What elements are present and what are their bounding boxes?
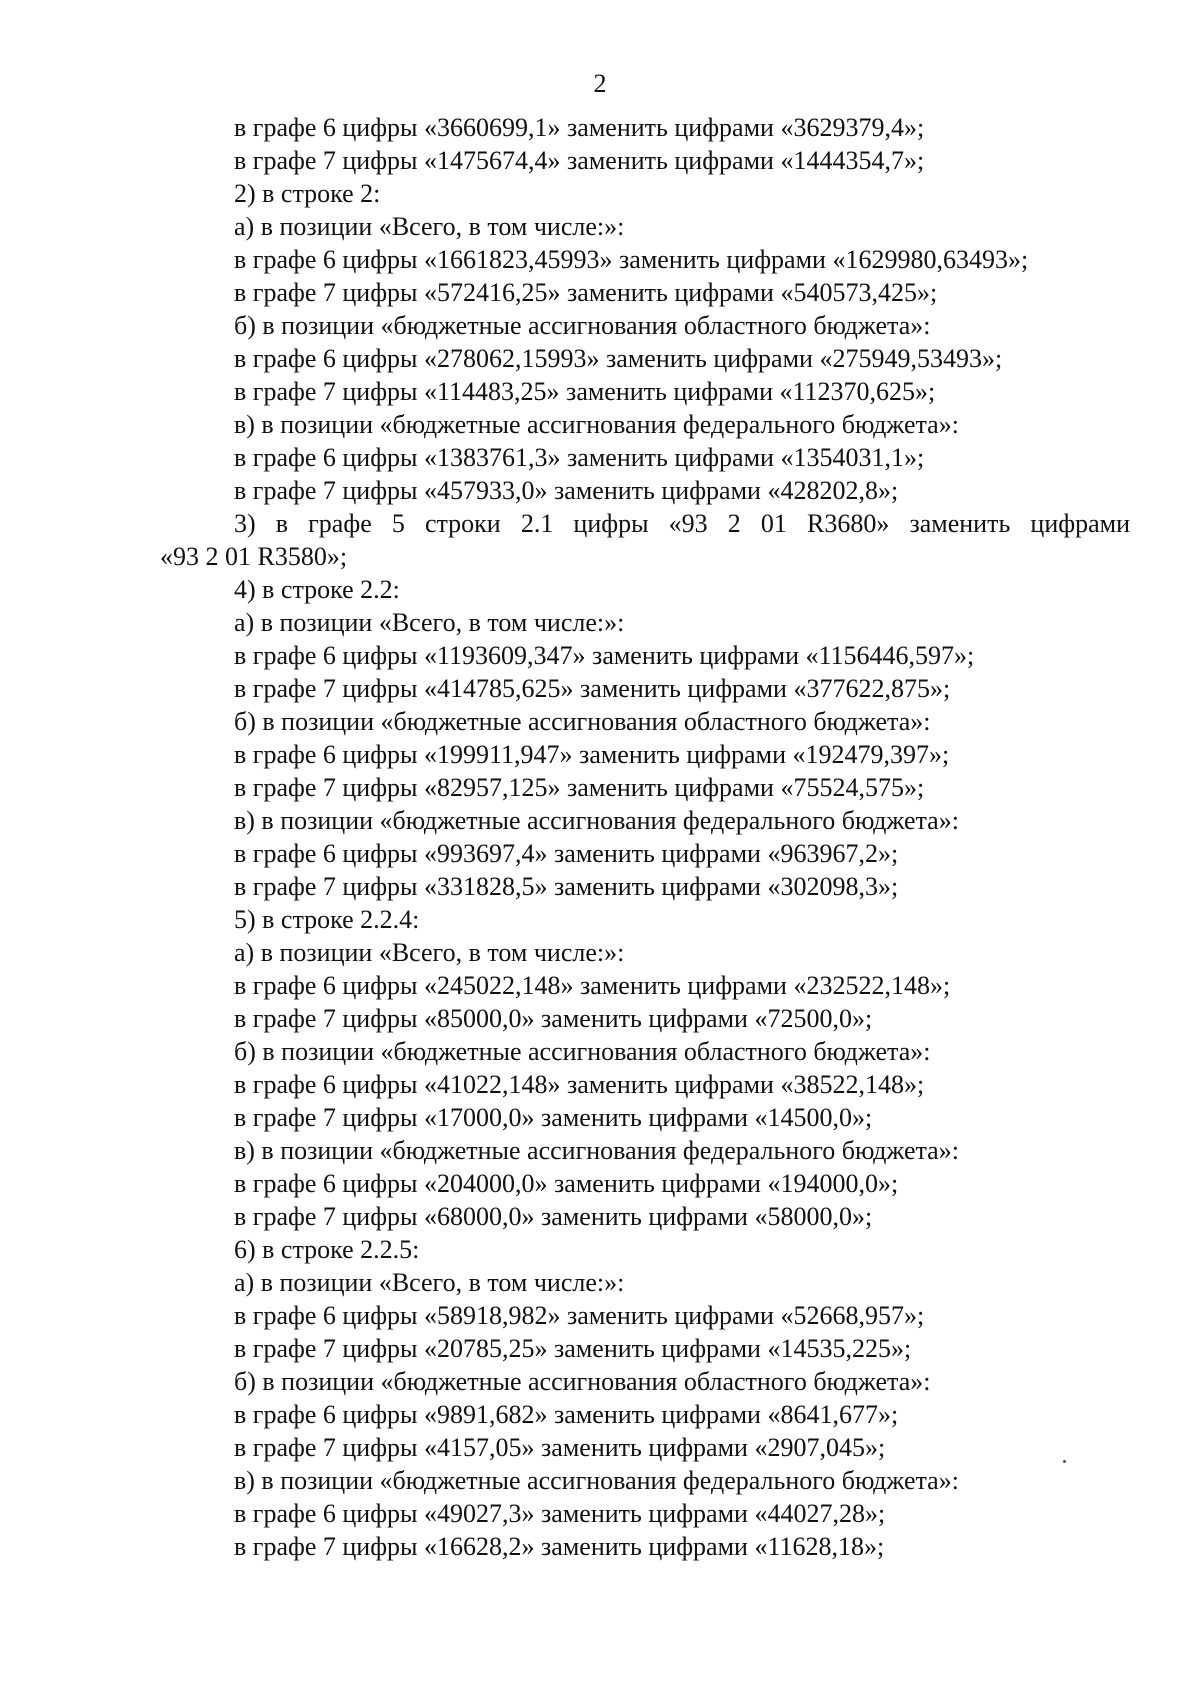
page-number: 2 — [593, 69, 607, 98]
text-line: в графе 6 цифры «245022,148» заменить цифрами «232522,148»; — [234, 971, 951, 1000]
text-line: в графе 7 цифры «85000,0» заменить цифрами «72500,0»; — [234, 1004, 873, 1033]
text-line: в графе 7 цифры «17000,0» заменить цифрами «14500,0»; — [234, 1103, 873, 1132]
text-line: в графе 7 цифры «4157,05» заменить цифрами «2907,045»; — [234, 1433, 886, 1462]
text-line: в графе 7 цифры «331828,5» заменить цифрами «302098,3»; — [234, 872, 899, 901]
text-line: в графе 7 цифры «457933,0» заменить цифрами «428202,8»; — [234, 476, 899, 505]
text-line: в графе 6 цифры «1193609,347» заменить цифрами «1156446,597»; — [234, 641, 975, 670]
text-line: в) в позиции «бюджетные ассигнования федерального бюджета»: — [234, 806, 959, 835]
text-line: в графе 6 цифры «1661823,45993» заменить цифрами «1629980,63493»; — [234, 245, 1029, 274]
text-line: 2) в строке 2: — [234, 179, 381, 208]
text-line: в графе 6 цифры «41022,148» заменить цифрами «38522,148»; — [234, 1070, 925, 1099]
text-line-continuation: «93 2 01 R3580»; — [160, 542, 348, 571]
text-line: в графе 6 цифры «199911,947» заменить цифрами «192479,397»; — [234, 740, 950, 769]
text-line: в графе 6 цифры «49027,3» заменить цифрами «44027,28»; — [234, 1499, 886, 1528]
text-line: 5) в строке 2.2.4: — [234, 905, 420, 934]
text-line: в) в позиции «бюджетные ассигнования федерального бюджета»: — [234, 410, 959, 439]
text-line: в графе 6 цифры «278062,15993» заменить цифрами «275949,53493»; — [234, 344, 1003, 373]
text-line: а) в позиции «Всего, в том числе:»: — [234, 608, 625, 637]
text-line: б) в позиции «бюджетные ассигнования областного бюджета»: — [234, 1037, 931, 1066]
text-line: 6) в строке 2.2.5: — [234, 1235, 420, 1264]
text-line: в графе 6 цифры «993697,4» заменить цифрами «963967,2»; — [234, 839, 899, 868]
text-line: в графе 6 цифры «58918,982» заменить цифрами «52668,957»; — [234, 1301, 925, 1330]
text-line: в графе 7 цифры «114483,25» заменить цифрами «112370,625»; — [234, 377, 936, 406]
text-line: в графе 7 цифры «16628,2» заменить цифрами «11628,18»; — [234, 1532, 885, 1561]
text-line: в графе 7 цифры «82957,125» заменить цифрами «75524,575»; — [234, 773, 925, 802]
text-line: в графе 6 цифры «3660699,1» заменить цифрами «3629379,4»; — [234, 113, 925, 142]
text-line: а) в позиции «Всего, в том числе:»: — [234, 212, 625, 241]
text-line: в графе 7 цифры «68000,0» заменить цифрами «58000,0»; — [234, 1202, 873, 1231]
text-line: в) в позиции «бюджетные ассигнования федерального бюджета»: — [234, 1466, 959, 1495]
text-line: в графе 7 цифры «1475674,4» заменить цифрами «1444354,7»; — [234, 146, 925, 175]
scan-speck — [1063, 1460, 1066, 1463]
text-line: в графе 6 цифры «1383761,3» заменить цифрами «1354031,1»; — [234, 443, 925, 472]
text-line: в графе 7 цифры «414785,625» заменить цифрами «377622,875»; — [234, 674, 951, 703]
text-line: а) в позиции «Всего, в том числе:»: — [234, 1268, 625, 1297]
text-line: в графе 7 цифры «572416,25» заменить цифрами «540573,425»; — [234, 278, 938, 307]
text-line: б) в позиции «бюджетные ассигнования областного бюджета»: — [234, 1367, 931, 1396]
text-line-justified: 3) в графе 5 строки 2.1 цифры «93 2 01 R3680» заменить цифрами — [234, 509, 1130, 538]
text-line: 4) в строке 2.2: — [234, 575, 400, 604]
text-line: б) в позиции «бюджетные ассигнования областного бюджета»: — [234, 707, 931, 736]
text-line: в графе 7 цифры «20785,25» заменить цифрами «14535,225»; — [234, 1334, 912, 1363]
text-line: а) в позиции «Всего, в том числе:»: — [234, 938, 625, 967]
text-line: в) в позиции «бюджетные ассигнования федерального бюджета»: — [234, 1136, 959, 1165]
text-line: б) в позиции «бюджетные ассигнования областного бюджета»: — [234, 311, 931, 340]
text-line: в графе 6 цифры «9891,682» заменить цифрами «8641,677»; — [234, 1400, 899, 1429]
document-body — [160, 111, 1130, 1563]
text-line: в графе 6 цифры «204000,0» заменить цифрами «194000,0»; — [234, 1169, 899, 1198]
